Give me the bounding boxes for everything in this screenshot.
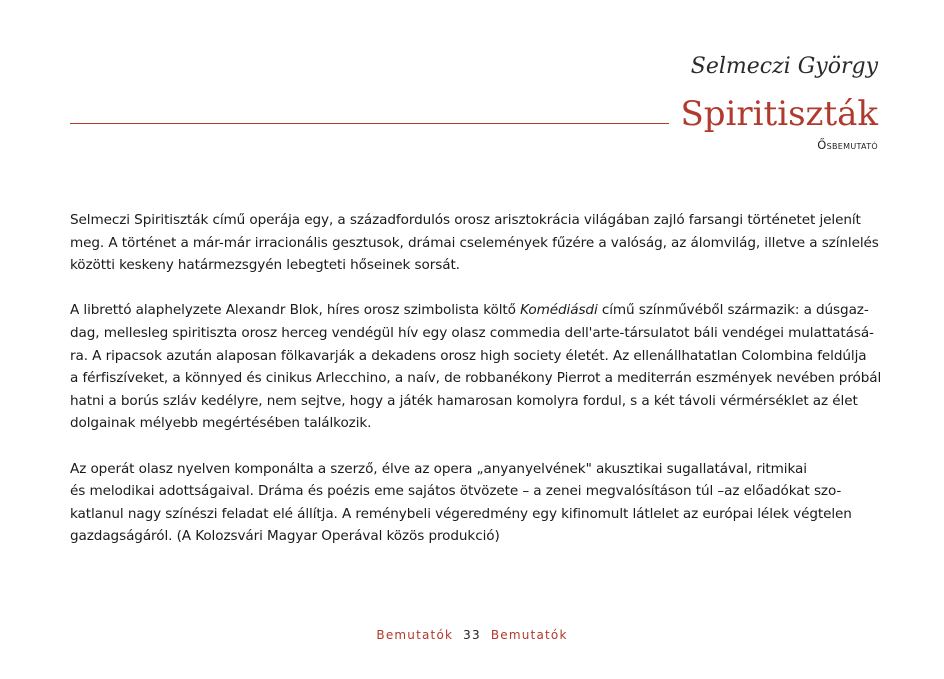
text-line: meg. A történet a már-már irracionális gesztusok, drámai cselemények fűzére a valóság, az álomvilág, illetve a színlelés (70, 234, 879, 251)
footer-section-left: Bemutatók (376, 628, 454, 642)
paragraph (70, 458, 878, 548)
text-line: ra. A ripacsok azután alaposan fölkavarják a dekadens orosz high society életét. Az ellenállhatatlan Colombina feldúlja (70, 347, 867, 364)
text-line: gazdagságáról. (A Kolozsvári Magyar Operával közös produkció) (70, 528, 500, 545)
page-number: 33 (463, 628, 481, 642)
text-line: hatni a borús szláv kedélyre, nem sejtve, hogy a játék hamarosan komolyra fordul, s a két távoli vérmérséklet az élet (70, 392, 858, 409)
text-line: katlanul nagy színészi feladat elé állítja. A reménybeli végeredmény egy kifinomult látlelet az európai lélek végtelen (70, 505, 852, 522)
text-line: dag, mellesleg spiritiszta orosz herceg vendégül hív egy olasz commedia dell'arte-társulatot báli vendégei mulattatásá- (70, 324, 874, 341)
title-row (70, 90, 878, 134)
text-line: a férfiszíveket, a könnyed és cinikus Arlecchino, a naív, de robbanékony Pierrot a mediterrán eszmények nevében próbál (70, 370, 882, 387)
page-title: Spiritiszták (680, 94, 878, 134)
title-rule (70, 123, 669, 124)
text-line: A librettó alaphelyzete Alexandr Blok, híres orosz szimbolista költő Komédiásdi című színművéből származik: a dúsgaz- (70, 302, 869, 319)
italic-title: Komédiásdi (520, 302, 598, 319)
page-subtitle: Ősbemutató (817, 138, 878, 152)
article-body (70, 209, 882, 571)
paragraph (70, 299, 882, 435)
text-line: Az operát olasz nyelven komponálta a szerző, élve az opera „anyanyelvének" akusztikai sugallatával, ritmikai (70, 460, 807, 477)
text-line: dolgainak mélyebb megértésében találkozik. (70, 415, 372, 432)
paragraph (70, 209, 878, 277)
text-line: Selmeczi Spiritiszták című operája egy, a századfordulós orosz arisztokrácia világában zajló farsangi történetet jelenít (70, 212, 861, 228)
page-footer (0, 628, 944, 642)
footer-section-right: Bemutatók (490, 628, 568, 642)
author-name: Selmeczi György (690, 54, 878, 79)
text-line: közötti keskeny határmezsgyén lebegteti hőseinek sorsát. (70, 257, 460, 274)
text-line: és melodikai adottságaival. Dráma és poézis eme sajátos ötvözete – a zenei megvalósításon túl –az előadókat szo- (70, 483, 842, 500)
